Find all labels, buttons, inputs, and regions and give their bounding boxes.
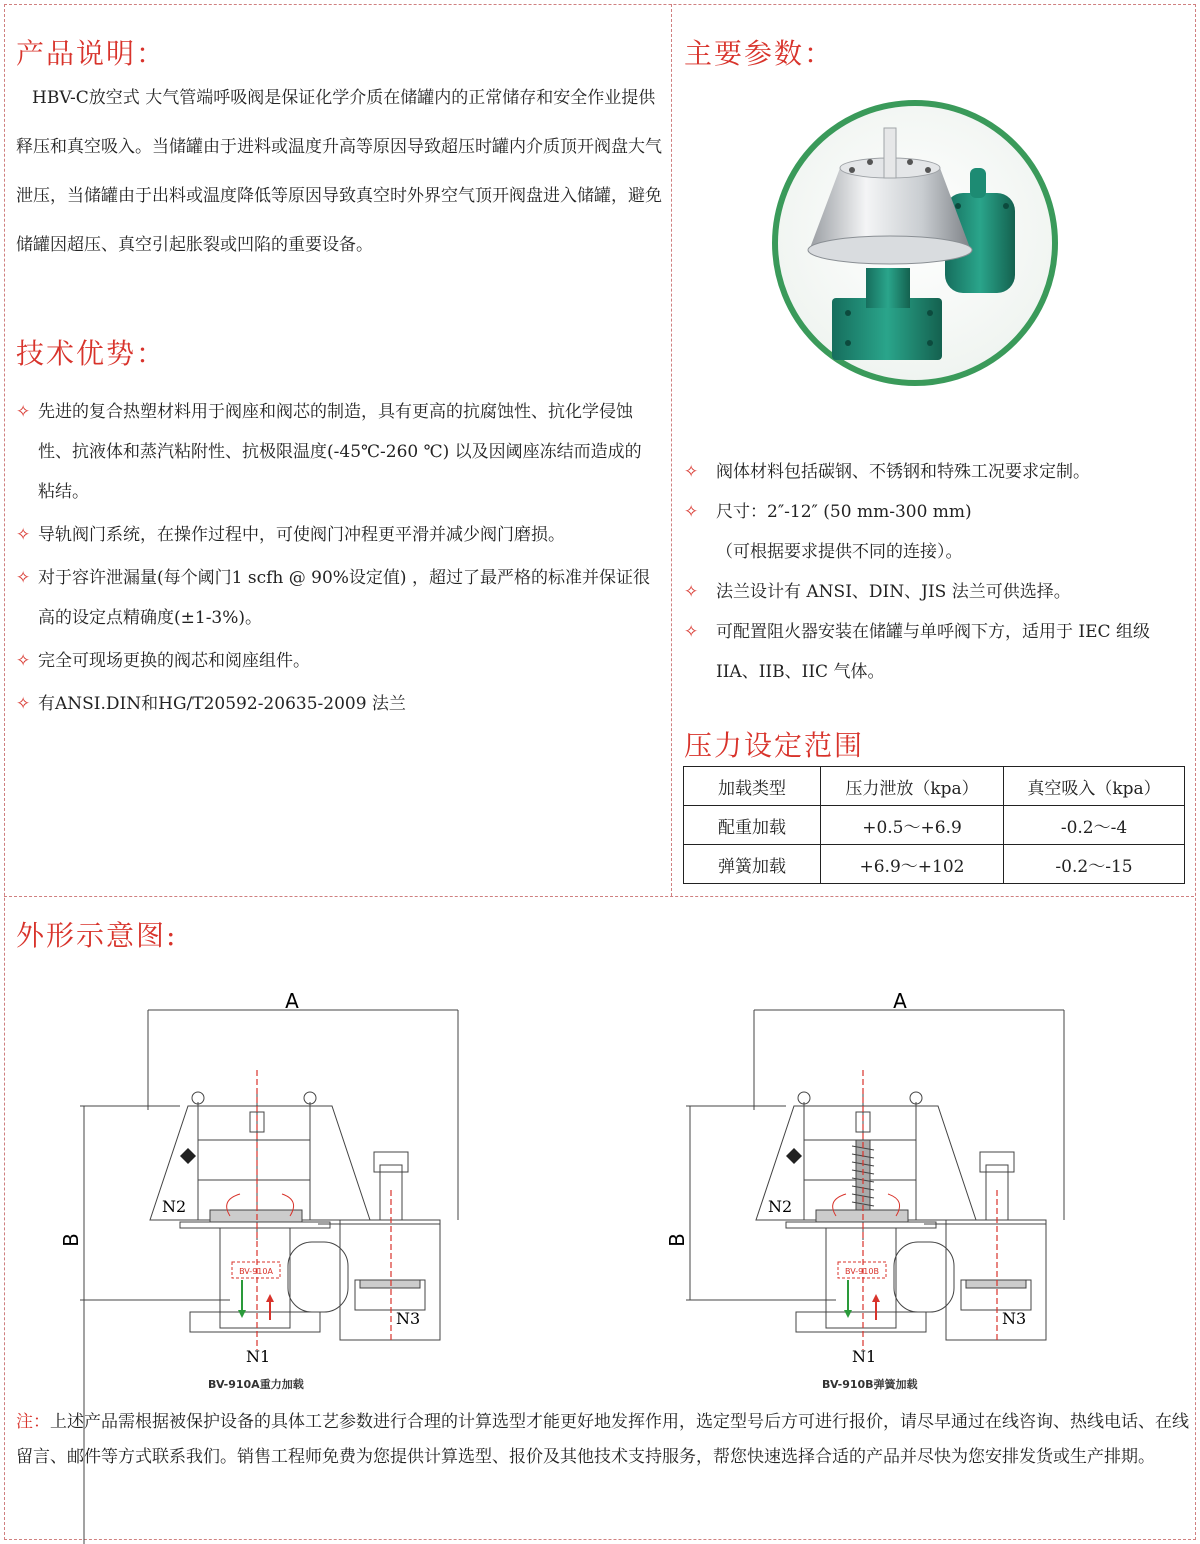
n3-label: N3 bbox=[1002, 1309, 1027, 1328]
diamond-bullet-icon: ✧ bbox=[16, 525, 31, 545]
n2-label: N2 bbox=[162, 1197, 187, 1216]
pressure-table bbox=[683, 766, 1185, 884]
note-label: 注： bbox=[16, 1412, 50, 1432]
note-text: 上述产品需根据被保护设备的具体工艺参数进行合理的计算选型才能更好地发挥作用，选定型号后方可进行报价，请尽早通过在线咨询、热线电话、在线留言、邮件等方式联系我们。销售工程师免费为您提供计算选型、报价及其他技术支持服务，帮您快速选择合适的产品并尽快为您安排发货或生产排期。 bbox=[16, 1412, 1189, 1467]
table-cell: -0.2～-4 bbox=[1004, 806, 1185, 845]
dim-b-label: B bbox=[59, 1233, 83, 1247]
list-item: ✧ 法兰设计有 ANSI、DIN、JIS 法兰可供选择。 bbox=[684, 572, 1184, 612]
dim-a-label: A bbox=[893, 989, 907, 1013]
diamond-bullet-icon: ✧ bbox=[16, 651, 31, 671]
n1-label: N1 bbox=[852, 1347, 877, 1366]
diagram-caption: BV-910B弹簧加载 bbox=[822, 1378, 918, 1391]
table-cell: 弹簧加载 bbox=[684, 845, 821, 884]
list-item: ✧ 完全可现场更换的阀芯和阅座组件。 bbox=[16, 641, 656, 681]
column-divider bbox=[671, 4, 672, 896]
table-row bbox=[684, 806, 1185, 845]
table-cell: +0.5～+6.9 bbox=[821, 806, 1004, 845]
dim-b-label: B bbox=[665, 1233, 689, 1247]
params-title: 主要参数： bbox=[684, 37, 835, 70]
advantages-title: 技术优势： bbox=[16, 337, 167, 370]
diamond-bullet-icon: ✧ bbox=[16, 694, 31, 714]
table-row bbox=[684, 845, 1185, 884]
table-header: 加载类型 bbox=[684, 767, 821, 806]
list-item: ✧ 先进的复合热塑材料用于阀座和阀芯的制造，具有更高的抗腐蚀性、抗化学侵蚀性、抗液体和蒸汽粘附性、抗极限温度(-45℃-260 ℃) 以及因阈座冻结而造成的粘结。 bbox=[16, 392, 656, 512]
intro-title: 产品说明： bbox=[16, 37, 167, 70]
list-item: ✧ 导轨阀门系统，在操作过程中，可使阀门冲程更平滑并减少阀门磨损。 bbox=[16, 515, 656, 555]
n3-label: N3 bbox=[396, 1309, 421, 1328]
list-item: ✧ 尺寸：2″-12″ (50 mm-300 mm) bbox=[684, 492, 1184, 532]
list-item: ✧ 对于容许泄漏量(每个阈门1 scfh @ 90%设定值) ，超过了最严格的标准并保证很高的设定点精确度(±1-3%)。 bbox=[16, 558, 656, 638]
note bbox=[16, 1405, 1192, 1475]
advantages-list bbox=[16, 392, 656, 727]
diamond-bullet-icon: ✧ bbox=[684, 502, 699, 522]
table-cell: -0.2～-15 bbox=[1004, 845, 1185, 884]
table-header: 压力泄放（kpa） bbox=[821, 767, 1004, 806]
diagram-tag: BV-910A bbox=[239, 1267, 273, 1276]
diagram-tag: BV-910B bbox=[845, 1267, 879, 1276]
diamond-bullet-icon: ✧ bbox=[684, 582, 699, 602]
dim-a-label: A bbox=[285, 989, 299, 1013]
valve-product-photo bbox=[770, 98, 1060, 388]
intro-text: HBV-C放空式 大气管端呼吸阀是保证化学介质在储罐内的正常储存和安全作业提供释压和真空吸入。当储罐由于进料或温度升高等原因导致超压时罐内介质顶开阀盘大气泄压，当储罐由于出料或温度降低等原因导致真空时外界空气顶开阀盘进入储罐，避免储罐因超压、真空引起胀裂或凹陷的重要设备。 bbox=[16, 88, 662, 255]
n2-label: N2 bbox=[768, 1197, 793, 1216]
table-header: 真空吸入（kpa） bbox=[1004, 767, 1185, 806]
list-item: ✧ 可配置阻火器安装在储罐与单呼阀下方，适用于 IEC 组级 IIA、IIB、IIC 气体。 bbox=[684, 612, 1184, 692]
list-item: ✧ 有ANSI.DIN和HG/T20592-20635-2009 法兰 bbox=[16, 684, 656, 724]
outline-title: 外形示意图: bbox=[16, 919, 178, 952]
table-cell: +6.9～+102 bbox=[821, 845, 1004, 884]
pressure-title: 压力设定范围 bbox=[684, 729, 865, 762]
diamond-bullet-icon: ✧ bbox=[16, 402, 31, 422]
table-row bbox=[684, 767, 1185, 806]
section-divider bbox=[4, 896, 1194, 897]
diamond-bullet-icon: ✧ bbox=[16, 568, 31, 588]
diagram-spring-loaded bbox=[665, 980, 1096, 1366]
n1-label: N1 bbox=[246, 1347, 271, 1366]
diamond-bullet-icon: ✧ bbox=[684, 622, 699, 642]
params-list bbox=[684, 452, 1184, 692]
table-cell: 配重加载 bbox=[684, 806, 821, 845]
diagram-caption: BV-910A重力加载 bbox=[208, 1378, 304, 1391]
diagram-gravity-loaded bbox=[59, 980, 490, 1366]
list-item: ✧ 阀体材料包括碳钢、不锈钢和特殊工况要求定制。 bbox=[684, 452, 1184, 492]
list-item: （可根据要求提供不同的连接）。 bbox=[716, 542, 963, 562]
diamond-bullet-icon: ✧ bbox=[684, 462, 699, 482]
